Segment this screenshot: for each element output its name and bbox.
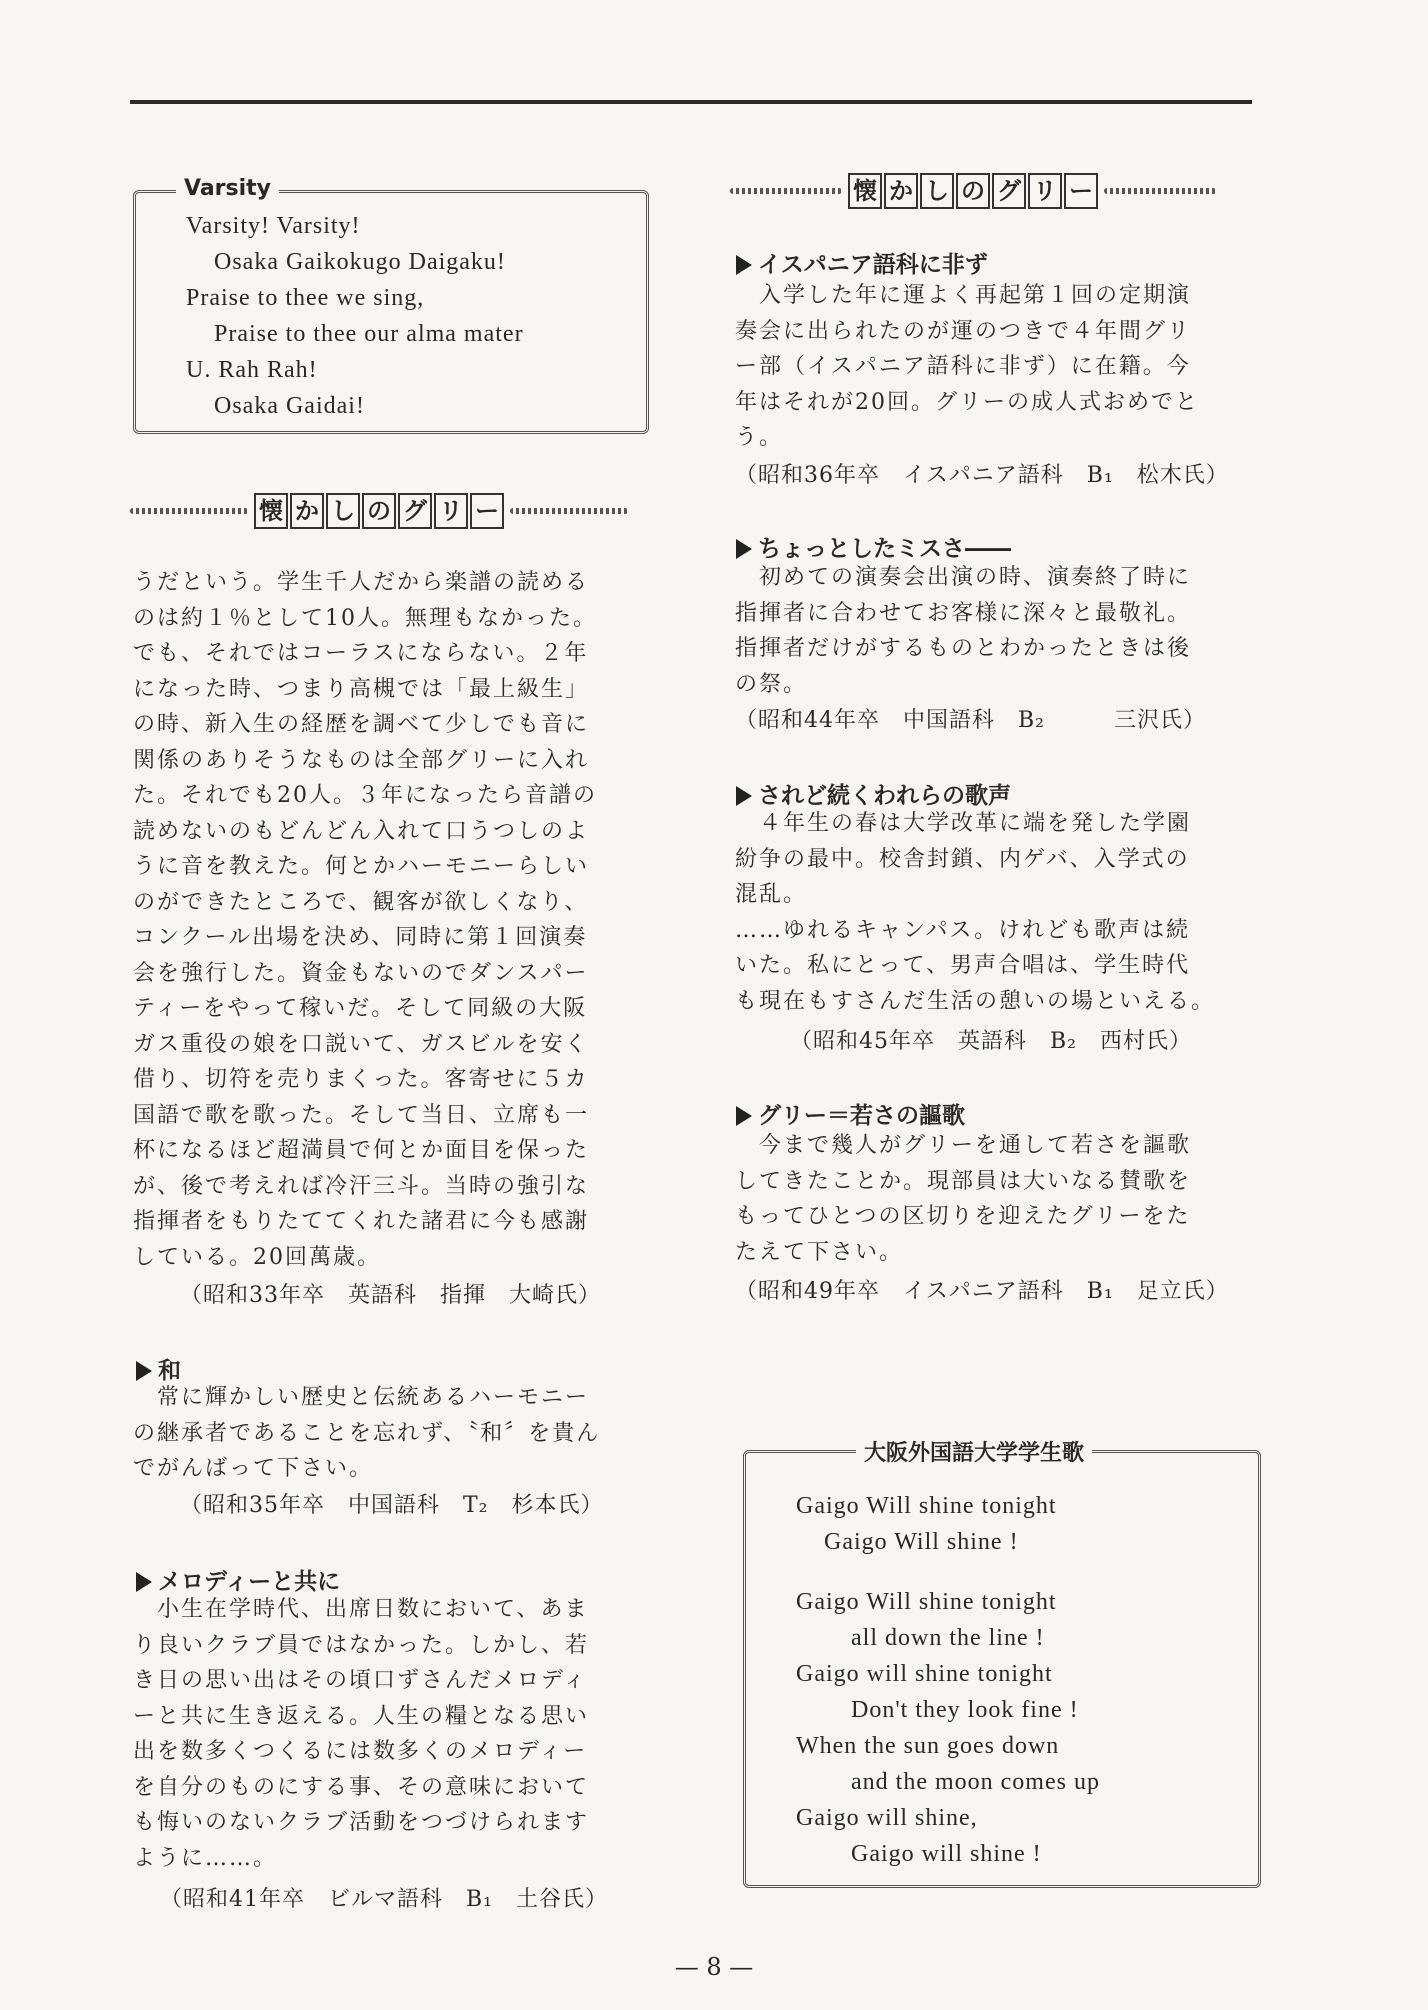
- entry3-text: ４年生の春は大学改革に端を発した学園 紛争の最中。校舎封鎖、内ゲバ、入学式の 混乱。 ……ゆれるキャンパス。けれども歌声は続 いた。私にとって、男声合唱は、学生時代 も現在もすさんだ生活の憩いの場といえる。: [735, 811, 1216, 1014]
- wa-subheading: 和: [136, 1352, 181, 1385]
- heading-char: ー: [1064, 173, 1098, 209]
- triangle-bullet-icon: [736, 539, 752, 559]
- varsity-line: Osaka Gaikokugo Daigaku!: [214, 249, 506, 275]
- wa-credit: （昭和35年卒 中国語科 T₂ 杉本氏）: [180, 1493, 604, 1518]
- school-song-box: [743, 1441, 1261, 1888]
- varsity-line: Osaka Gaidai!: [214, 393, 365, 419]
- heading-char: か: [290, 493, 324, 529]
- school-song-title: 大阪外国語大学学生歌: [856, 1436, 1092, 1467]
- melody-credit: （昭和41年卒 ビルマ語科 B₁ 土谷氏）: [160, 1887, 608, 1912]
- heading-char: か: [884, 173, 918, 209]
- entry2-text: 初めての演奏会出演の時、演奏終了時に 指揮者に合わせてお客様に深々と最敬礼。 指揮者だけがするものとわかったときは後 の祭。: [735, 565, 1192, 697]
- varsity-line: Praise to thee our alma mater: [214, 321, 524, 347]
- entry3-subheading: されど続くわれらの歌声: [736, 777, 1011, 810]
- entry1-subheading: イスパニア語科に非ず: [736, 246, 988, 279]
- school-song-line: When the sun goes down: [796, 1733, 1060, 1759]
- heading-char: し: [920, 173, 954, 209]
- school-song-line: and the moon comes up: [851, 1769, 1100, 1795]
- heading-char: の: [362, 493, 396, 529]
- heading-char: 懐: [848, 173, 882, 209]
- entry4-credit: （昭和49年卒 イスパニア語科 B₁ 足立氏）: [735, 1279, 1229, 1304]
- intro-credit: （昭和33年卒 英語科 指揮 大崎氏）: [180, 1283, 601, 1308]
- varsity-song-box: [133, 176, 649, 434]
- heading-char: し: [326, 493, 360, 529]
- heading-char: リ: [1028, 173, 1062, 209]
- school-song-line: Gaigo will shine tonight: [796, 1661, 1053, 1687]
- heading-char: グ: [992, 173, 1026, 209]
- heading-char: の: [956, 173, 990, 209]
- entry4-text: 今まで幾人がグリーを通して若さを謳歌 してきたことか。現部員は大いなる賛歌を もってひとつの区切りを迎えたグリーをた たえて下さい。: [735, 1133, 1192, 1265]
- entry1-text: 入学した年に運よく再起第１回の定期演 奏会に出られたのが運のつきで４年間グリ ー部（イスパニア語科に非ず）に在籍。今 年はそれが20回。グリーの成人式おめでと う。: [735, 283, 1199, 450]
- school-song-line: Gaigo will shine !: [851, 1841, 1042, 1867]
- intro-essay-text: うだという。学生千人だから楽譜の読める のは約１％として10人。無理もなかった。 でも、それではコーラスにならない。２年 になった時、つまり高槻では「最上級生」 の時、新入生の経歴を調べて少しでも音に 関係のありそうなものは全部グリーに入れ た。それでも20人。３年になったら音譜の 読めないのもどんどん入れて口うつしのよ うに音を教えた。何とかハーモニーらしい のができたところで、観客が欲しくなり、 コンクール出場を決め、同時に第１回演奏 会を強行した。資金もないのでダンスパー ティーをやって稼いだ。そして同級の大阪 ガス重役の娘を口説いて、ガスビルを安く 借り、切符を売りまくった。客寄せに５カ 国語で歌を歌った。そして当日、立席も一 杯になるほど超満員で何とか面目を保った が、後で考えれば冷汗三斗。当時の強引な 指揮者をもりたててくれた諸君に今も感謝 している。20回萬歳。: [133, 570, 597, 1270]
- triangle-bullet-icon: [736, 1106, 752, 1126]
- varsity-line: Varsity! Varsity!: [186, 213, 361, 239]
- school-song-line: Gaigo will shine,: [796, 1805, 978, 1831]
- school-song-line: Gaigo Will shine tonight: [796, 1589, 1057, 1615]
- school-song-line: Gaigo Will shine !: [824, 1529, 1019, 1555]
- wa-text: 常に輝かしい歴史と伝統あるハーモニー の継承者であることを忘れず、〝和〞を貴ん でがんばって下さい。: [133, 1385, 601, 1481]
- triangle-bullet-icon: [136, 1361, 152, 1381]
- melody-text: 小生在学時代、出席日数において、あま り良いクラブ員ではなかった。しかし、若 き日の思い出はその頃口ずさんだメロディ ーと共に生き返える。人生の糧となる思い 出を数多くつくるには数多くのメロディー を自分のものにする事、その意味において も悔いのないクラブ活動をつづけられます ように……。: [133, 1597, 590, 1871]
- top-rule: [130, 100, 1252, 104]
- heading-char: リ: [434, 493, 468, 529]
- triangle-bullet-icon: [136, 1572, 152, 1592]
- entry4-subheading: グリー＝若さの謳歌: [736, 1097, 965, 1130]
- entry2-credit: （昭和44年卒 中国語科 B₂ 三沢氏）: [735, 708, 1206, 733]
- varsity-line: Praise to thee we sing,: [186, 285, 425, 311]
- entry1-credit: （昭和36年卒 イスパニア語科 B₁ 松木氏）: [735, 463, 1229, 488]
- school-song-line: Gaigo Will shine tonight: [796, 1493, 1057, 1519]
- triangle-bullet-icon: [736, 786, 752, 806]
- heading-char: ー: [470, 493, 504, 529]
- heading-char: 懐: [254, 493, 288, 529]
- triangle-bullet-icon: [736, 255, 752, 275]
- varsity-line: U. Rah Rah!: [186, 357, 318, 383]
- entry3-credit: （昭和45年卒 英語科 B₂ 西村氏）: [790, 1029, 1192, 1054]
- school-song-line: all down the line !: [851, 1625, 1045, 1651]
- heading-char: グ: [398, 493, 432, 529]
- section-heading-left: [130, 493, 628, 529]
- school-song-line: Don't they look fine !: [851, 1697, 1079, 1723]
- section-heading-right: [730, 173, 1216, 209]
- varsity-box-title: Varsity: [176, 176, 279, 201]
- entry2-subheading: ちょっとしたミスさ――: [736, 530, 1011, 563]
- melody-subheading: メロディーと共に: [136, 1563, 340, 1596]
- page-number: — 8 —: [674, 1953, 754, 1981]
